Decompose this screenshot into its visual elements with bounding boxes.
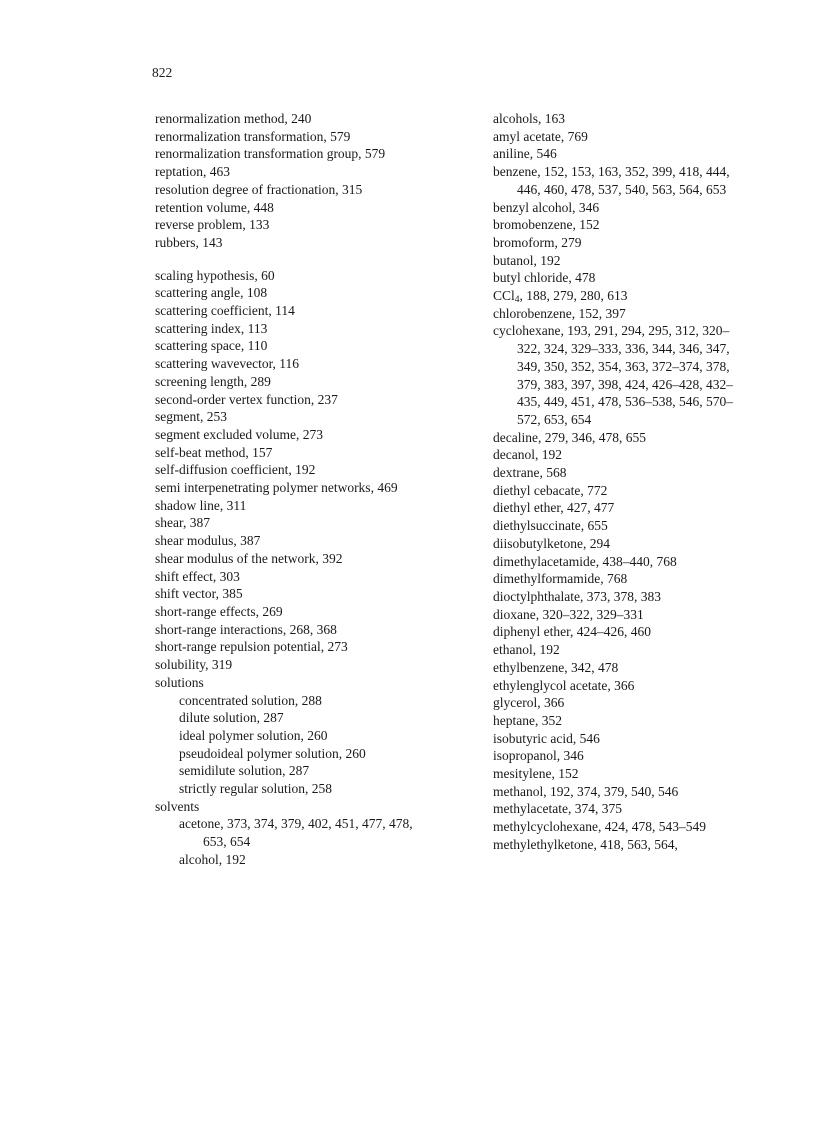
index-entry: benzene, 152, 153, 163, 352, 399, 418, 444, 446, 460, 478, 537, 540, 563, 564, 653 (493, 164, 730, 197)
index-entry: cyclohexane, 193, 291, 294, 295, 312, 320–322, 324, 329–333, 336, 344, 346, 347, 349, 350, 352, 354, 363, 372–374, 378, 379, 383, 397, 398, 424, 426–428, 432–435, 449, 451, 478, 536–538, 546, 570–572, 653, 654 (493, 323, 733, 427)
index-entry: decanol, 192 (493, 447, 562, 463)
index-entry: self-diffusion coefficient, 192 (155, 462, 316, 478)
index-entry: self-beat method, 157 (155, 444, 273, 460)
index-entry: renormalization method, 240 (155, 111, 312, 126)
index-entry: short-range repulsion potential, 273 (155, 639, 348, 655)
index-entry: retention volume, 448 (155, 199, 274, 215)
index-entry: methanol, 192, 374, 379, 540, 546 (493, 783, 679, 799)
index-column-left (155, 110, 427, 869)
index-entry: reptation, 463 (155, 164, 230, 180)
index-entry: semi interpenetrating polymer networks, 469 (155, 480, 398, 496)
index-entry: short-range effects, 269 (155, 603, 283, 619)
index-subentry: pseudoideal polymer solution, 260 (179, 745, 366, 761)
index-entry: segment excluded volume, 273 (155, 426, 323, 442)
index-entry: amyl acetate, 769 (493, 128, 588, 144)
index-entry: diethylsuccinate, 655 (493, 518, 608, 534)
index-entry: shadow line, 311 (155, 497, 247, 513)
index-entry: reverse problem, 133 (155, 217, 270, 233)
index-entry: scattering space, 110 (155, 338, 268, 354)
page-number: 822 (152, 65, 173, 80)
formula-subscript: 4 (514, 295, 520, 306)
index-entry: dimethylacetamide, 438–440, 768 (493, 553, 677, 569)
index-entry: butyl chloride, 478 (493, 270, 596, 286)
index-entry: shift vector, 385 (155, 586, 243, 602)
index-subentry: dilute solution, 287 (179, 710, 284, 726)
index-entry: bromobenzene, 152 (493, 217, 600, 233)
index-entry-text: 188, 279, 280, 613 (526, 288, 628, 304)
index-entry: solvents (155, 798, 200, 814)
index-entry: screening length, 289 (155, 373, 271, 389)
index-entry: scattering angle, 108 (155, 285, 268, 301)
index-entry: ethylenglycol acetate, 366 (493, 677, 635, 693)
index-entry: mesitylene, 152 (493, 766, 579, 782)
index-entry: diisobutylketone, 294 (493, 535, 610, 551)
index-entry: solutions (155, 674, 204, 690)
index-entry: benzyl alcohol, 346 (493, 199, 600, 215)
index-entry: shear, 387 (155, 515, 210, 531)
index-entry: scattering coefficient, 114 (155, 303, 295, 319)
index-entry: scattering index, 113 (155, 320, 268, 336)
index-entry: diethyl cebacate, 772 (493, 482, 608, 498)
index-entry: dioctylphthalate, 373, 378, 383 (493, 588, 661, 604)
index-entry: scattering wavevector, 116 (155, 356, 300, 372)
index-subentry: concentrated solution, 288 (179, 692, 322, 708)
index-entry: rubbers, 143 (155, 234, 223, 250)
index-entry: bromoform, 279 (493, 234, 582, 250)
index-entry: methylacetate, 374, 375 (493, 801, 622, 817)
index-entry: isopropanol, 346 (493, 748, 584, 764)
index-entry: chlorobenzene, 152, 397 (493, 305, 626, 321)
index-entry: ethylbenzene, 342, 478 (493, 659, 619, 675)
index-entry: renormalization transformation, 579 (155, 128, 351, 144)
index-entry: aniline, 546 (493, 146, 557, 162)
index-entry: second-order vertex function, 237 (155, 391, 338, 407)
index-entry: ethanol, 192 (493, 642, 560, 658)
index-entry: methylcyclohexane, 424, 478, 543–549 (493, 819, 706, 835)
index-subentry: strictly regular solution, 258 (179, 781, 332, 797)
index-subentry: acetone, 373, 374, 379, 402, 451, 477, 478, 653, 654 (179, 816, 413, 850)
index-entry: methylethylketone, 418, 563, 564, (493, 836, 678, 852)
index-column-right (493, 110, 741, 854)
index-entry: heptane, 352 (493, 712, 562, 728)
index-entry: butanol, 192 (493, 252, 561, 268)
index-entry: resolution degree of fractionation, 315 (155, 181, 363, 197)
index-entry: scaling hypothesis, 60 (155, 267, 275, 283)
index-entry: shear modulus of the network, 392 (155, 550, 343, 566)
index-entry: dimethylformamide, 768 (493, 571, 628, 587)
index-entry: solubility, 319 (155, 657, 233, 673)
index-entry: dioxane, 320–322, 329–331 (493, 606, 644, 622)
index-subentry: semidilute solution, 287 (179, 763, 310, 779)
chemical-formula: CCl (493, 288, 515, 304)
index-entry: diphenyl ether, 424–426, 460 (493, 624, 652, 640)
index-entry: segment, 253 (155, 409, 227, 425)
index-entry: shift effect, 303 (155, 568, 240, 584)
index-entry: dextrane, 568 (493, 465, 567, 481)
index-entry: alcohols, 163 (493, 111, 565, 126)
index-entry: renormalization transformation group, 579 (155, 146, 386, 162)
index-entry: isobutyric acid, 546 (493, 730, 600, 746)
index-subentry: ideal polymer solution, 260 (179, 727, 328, 743)
index-entry: diethyl ether, 427, 477 (493, 500, 615, 516)
index-entry: decaline, 279, 346, 478, 655 (493, 429, 646, 445)
index-entry: glycerol, 366 (493, 695, 565, 711)
index-entry: short-range interactions, 268, 368 (155, 621, 337, 637)
index-subentry: alcohol, 192 (179, 851, 246, 867)
index-entry: shear modulus, 387 (155, 533, 261, 549)
index-entry: CCl4, 188, 279, 280, 613 (493, 288, 628, 306)
